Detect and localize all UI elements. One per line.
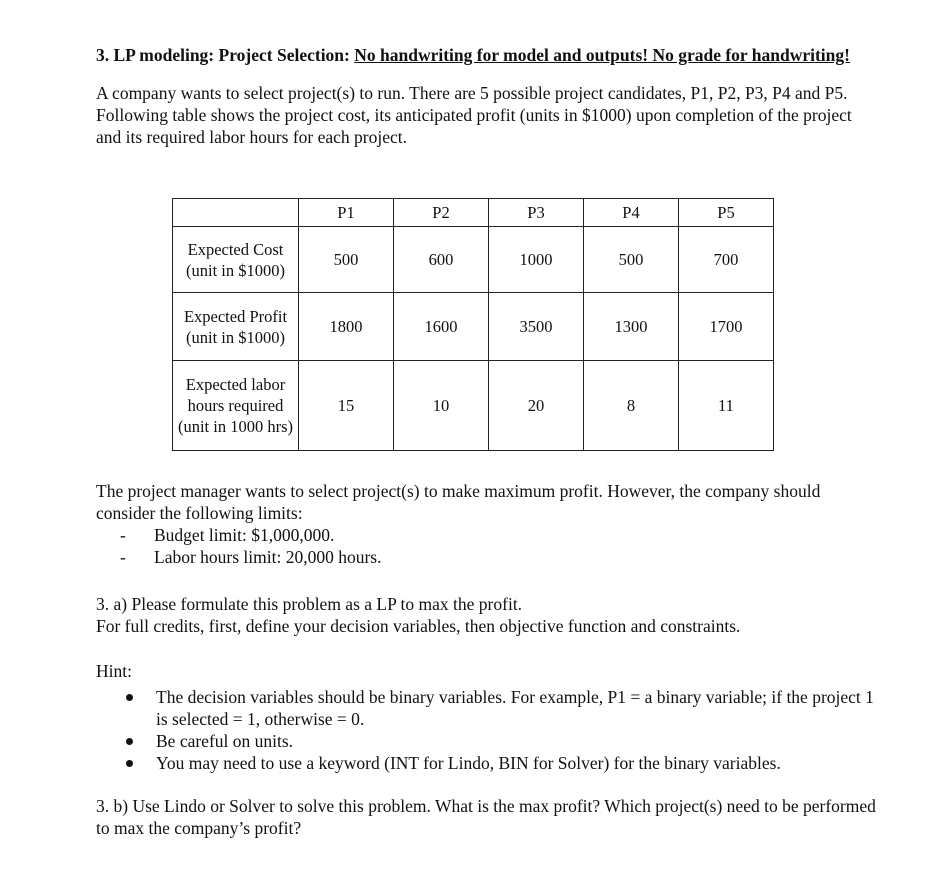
header-cell: P1 <box>299 199 394 227</box>
hint-text: The decision variables should be binary variables. For example, P1 = a binary variable; if the project 1 is selected = 1, otherwise = 0. <box>156 687 874 729</box>
table-cell: 8 <box>584 361 679 451</box>
list-item: - Budget limit: $1,000,000. <box>114 524 876 546</box>
table-cell: 600 <box>394 227 489 293</box>
hint-section <box>96 660 876 774</box>
limits-section <box>96 480 876 568</box>
question-a-line1: 3. a) Please formulate this problem as a LP to max the profit. <box>96 594 523 614</box>
table-cell: 10 <box>394 361 489 451</box>
header-cell: P4 <box>584 199 679 227</box>
table-cell: 700 <box>679 227 774 293</box>
project-table <box>172 198 774 451</box>
header-cell: P5 <box>679 199 774 227</box>
table-cell: 500 <box>584 227 679 293</box>
problem-header <box>96 44 876 148</box>
table-header-row <box>173 199 774 227</box>
row-label: Expected Cost (unit in $1000) <box>173 227 299 293</box>
table-row <box>173 361 774 451</box>
problem-title <box>96 44 876 66</box>
limits-list <box>96 524 876 568</box>
list-item <box>124 730 876 752</box>
row-label: Expected labor hours required (unit in 1000 hrs) <box>173 361 299 451</box>
bullet-icon <box>126 738 133 745</box>
table-cell: 500 <box>299 227 394 293</box>
header-cell <box>173 199 299 227</box>
table-cell: 1800 <box>299 293 394 361</box>
table-cell: 1300 <box>584 293 679 361</box>
title-prefix: 3. LP modeling: Project Selection: <box>96 45 355 65</box>
hint-text: You may need to use a keyword (INT for Lindo, BIN for Solver) for the binary variables. <box>156 753 781 773</box>
question-a-line2: For full credits, first, define your decision variables, then objective function and constraints. <box>96 616 741 636</box>
bullet-icon <box>126 694 133 701</box>
table-cell: 1600 <box>394 293 489 361</box>
manager-paragraph: The project manager wants to select project(s) to make maximum profit. However, the company should consider the following limits: <box>96 481 821 523</box>
table-cell: 3500 <box>489 293 584 361</box>
table-cell: 11 <box>679 361 774 451</box>
table-cell: 1700 <box>679 293 774 361</box>
hint-list <box>96 686 876 774</box>
table-cell: 15 <box>299 361 394 451</box>
question-a <box>96 593 876 637</box>
row-label: Expected Profit (unit in $1000) <box>173 293 299 361</box>
bullet-icon <box>126 760 133 767</box>
hint-label: Hint: <box>96 661 132 681</box>
handwriting-warning: No handwriting for model and outputs! No grade for handwriting! <box>354 45 850 65</box>
header-cell: P2 <box>394 199 489 227</box>
table-row <box>173 293 774 361</box>
list-item <box>124 752 876 774</box>
table-cell: 1000 <box>489 227 584 293</box>
list-item <box>124 686 876 730</box>
intro-paragraph: A company wants to select project(s) to run. There are 5 possible project candidates, P1, P2, P3, P4 and P5. Following table shows the project cost, its anticipated profit (units in $1000) upon completion of the project and its required labor hours for each project. <box>96 83 852 147</box>
list-item: - Labor hours limit: 20,000 hours. <box>114 546 876 568</box>
hint-text: Be careful on units. <box>156 731 294 751</box>
header-cell: P3 <box>489 199 584 227</box>
question-b <box>96 795 876 839</box>
table-row <box>173 227 774 293</box>
table-cell: 20 <box>489 361 584 451</box>
question-b-text: 3. b) Use Lindo or Solver to solve this problem. What is the max profit? Which project(s) need to be performed to max the company’s profit? <box>96 796 876 838</box>
